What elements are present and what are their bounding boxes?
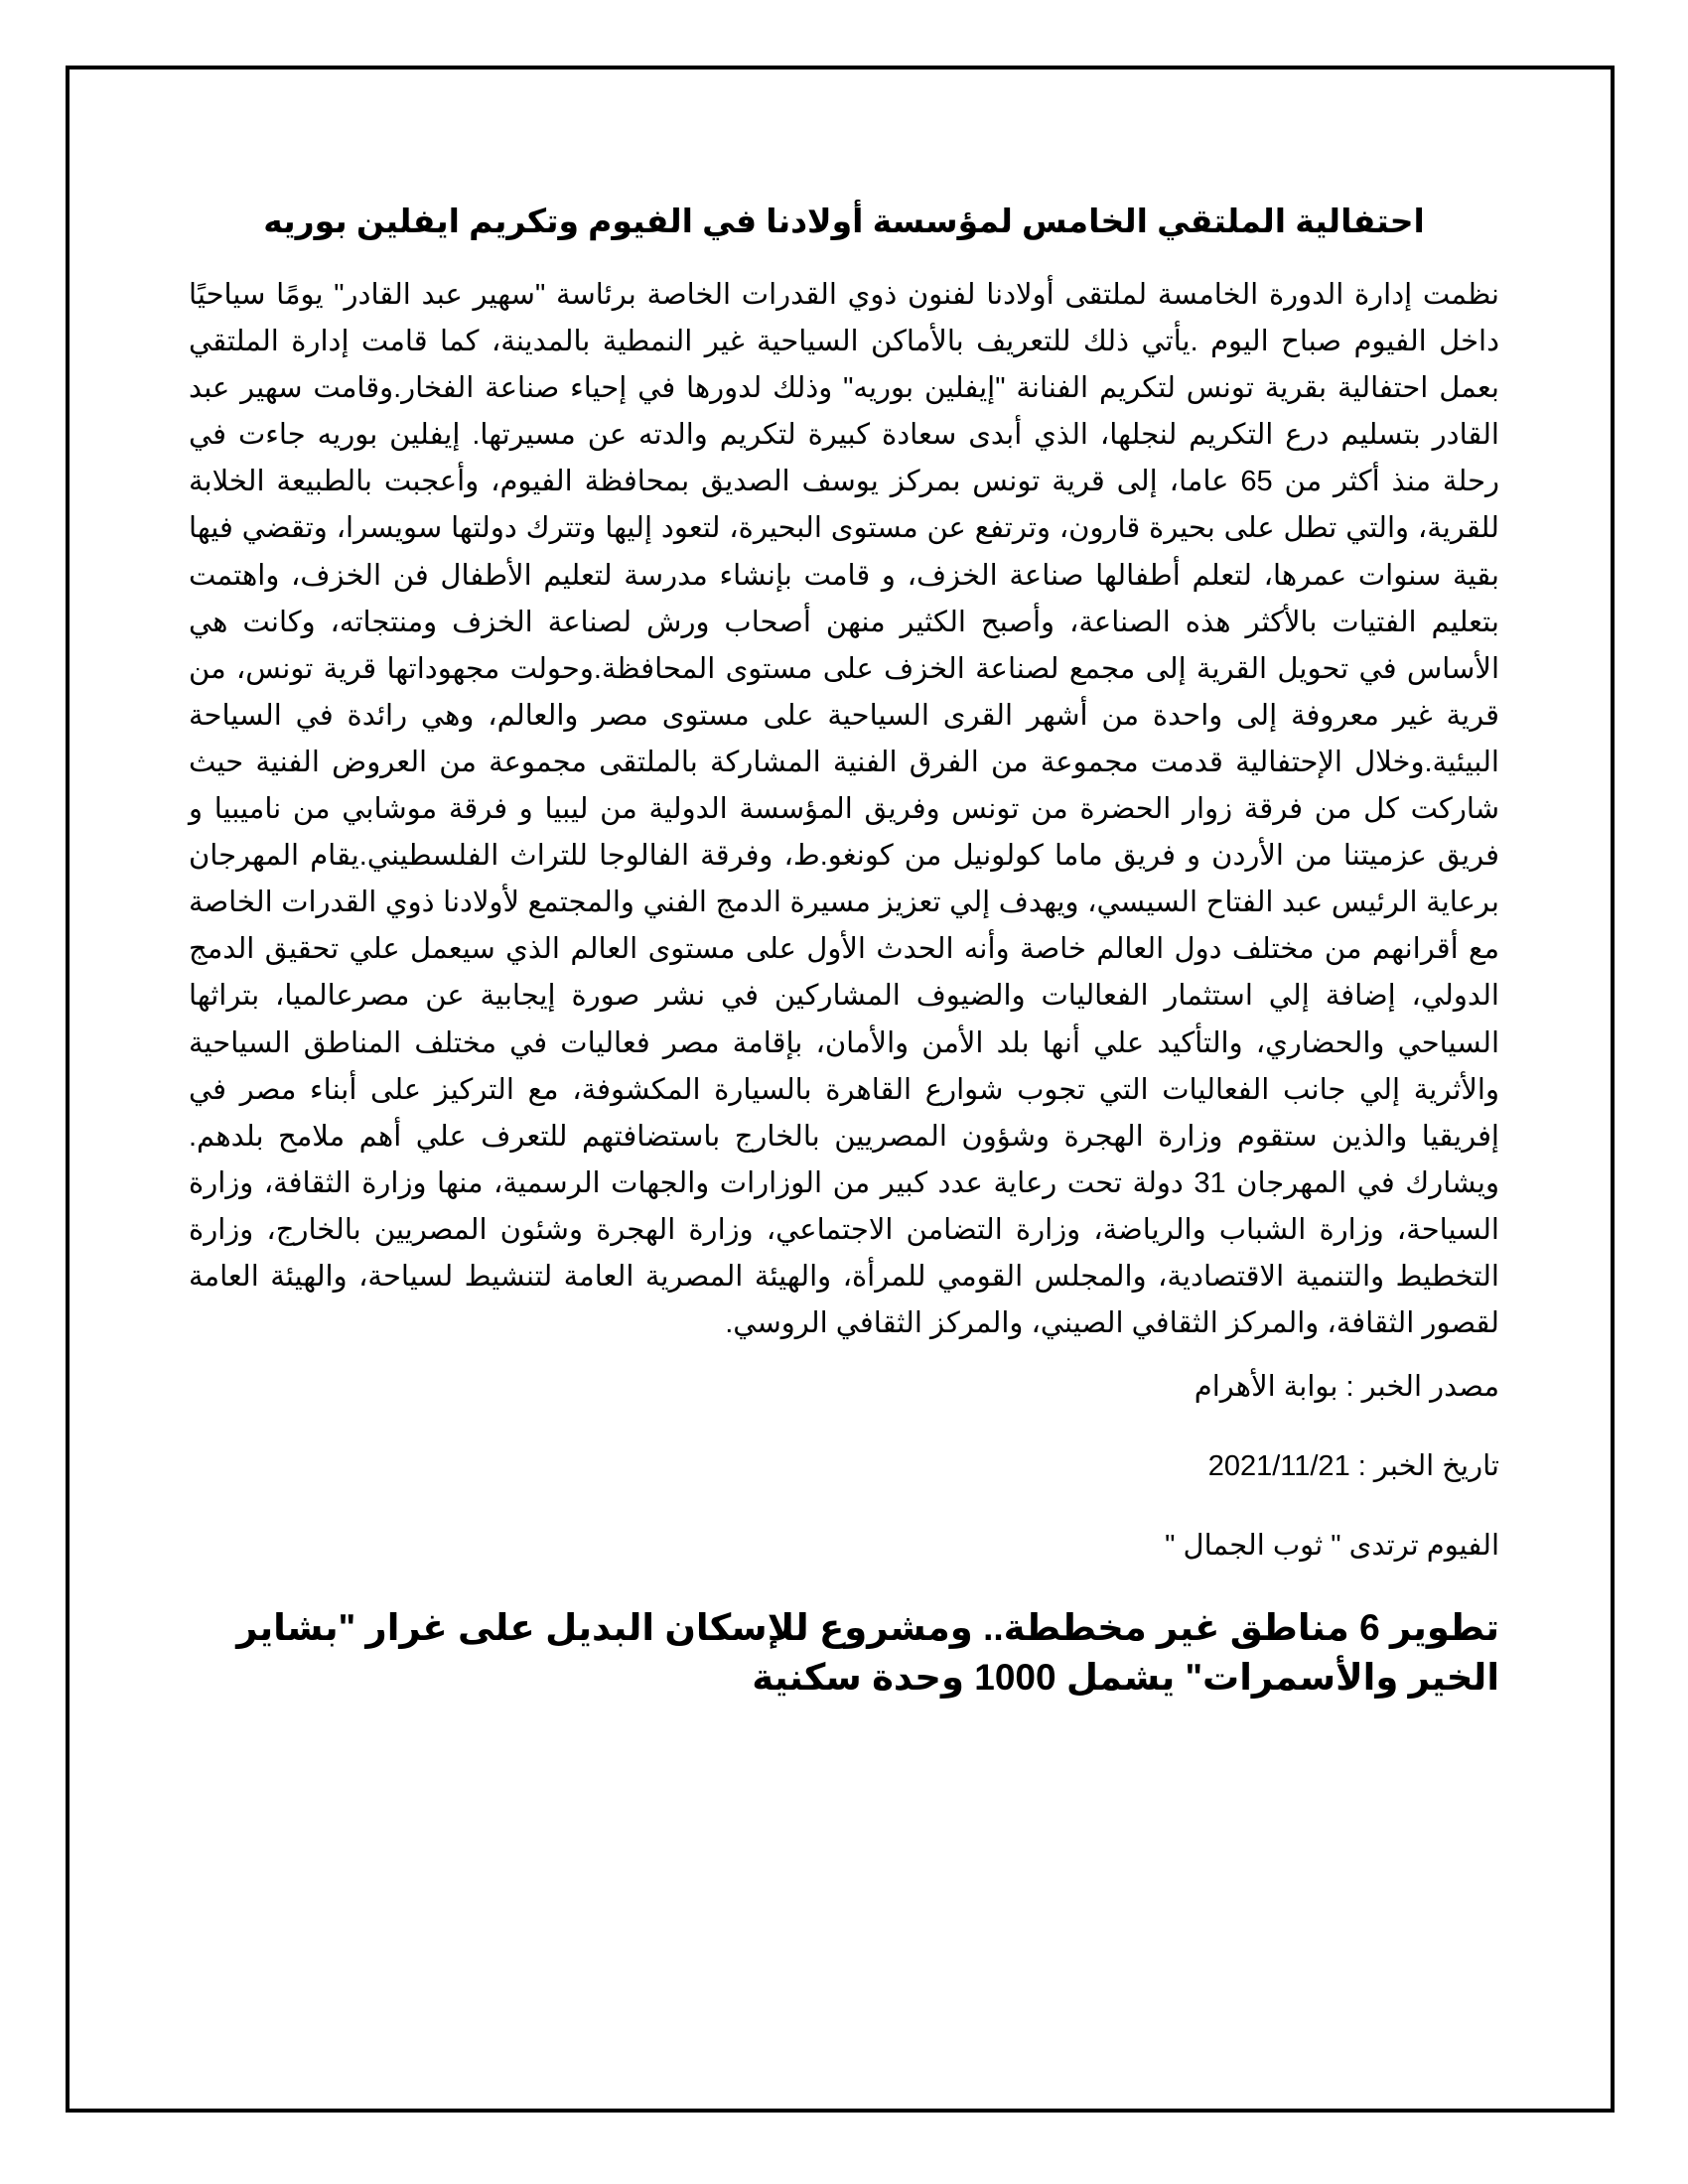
related-note: الفيوم ترتدى " ثوب الجمال " bbox=[1165, 1530, 1499, 1563]
article-title: احتفالية الملتقي الخامس لمؤسسة أولادنا في الفيوم وتكريم ايفلين بوريه bbox=[263, 203, 1425, 239]
document-content bbox=[189, 199, 1499, 1703]
news-date: تاريخ الخبر : 2021/11/21 bbox=[1207, 1450, 1499, 1483]
news-source: مصدر الخبر : بوابة الأهرام bbox=[1194, 1371, 1499, 1404]
next-article-headline: تطوير 6 مناطق غير مخططة.. ومشروع للإسكان البديل على غرار "بشاير الخير والأسمرات" يشمل 1000 وحدة سكنية bbox=[236, 1607, 1499, 1699]
article-body: نظمت إدارة الدورة الخامسة لملتقى أولادنا لفنون ذوي القدرات الخاصة برئاسة "سهير عبد القادر" يومًا سياحيًا داخل الفيوم صباح اليوم .يأتي ذلك للتعريف بالأماكن السياحية غير النمطية بالمدينة، كما قامت إدارة الملتقي بعمل احتفالية بقرية تونس لتكريم الفنانة "إيفلين بوريه" وذلك لدورها في إحياء صناعة الفخار.وقامت سهير عبد القادر بتسليم درع التكريم لنجلها، الذي أبدى سعادة كبيرة لتكريم والدته عن مسيرتها. إيفلين بوريه جاءت في رحلة منذ أكثر من 65 عاما، إلى قرية تونس بمركز يوسف الصديق بمحافظة الفيوم، وأعجبت بالطبيعة الخلابة للقرية، والتي تطل على بحيرة قارون، وترتفع عن مستوى البحيرة، لتعود إليها وتترك دولتها سويسرا، وتقضي فيها بقية سنوات عمرها، لتعلم أطفالها صناعة الخزف، و قامت بإنشاء مدرسة لتعليم الأطفال فن الخزف، واهتمت بتعليم الفتيات بالأكثر هذه الصناعة، وأصبح الكثير منهن أصحاب ورش لصناعة الخزف ومنتجاته، وكانت هي الأساس في تحويل القرية إلى مجمع لصناعة الخزف على مستوى المحافظة.وحولت مجهوداتها قرية تونس، من قرية غير معروفة إلى واحدة من أشهر القرى السياحية على مستوى مصر والعالم، وهي رائدة في السياحة البيئية.وخلال الإحتفالية قدمت مجموعة من الفرق الفنية المشاركة بالملتقى مجموعة من العروض الفنية حيث شاركت كل من فرقة زوار الحضرة من تونس وفريق المؤسسة الدولية من ليبيا و فرقة موشابي من ناميبيا و فريق عزميتنا من الأردن و فريق ماما كولونيل من كونغو.ط، وفرقة الفالوجا للتراث الفلسطيني.يقام المهرجان برعاية الرئيس عبد الفتاح السيسي، ويهدف إلي تعزيز مسيرة الدمج الفني والمجتمع لأولادنا ذوي القدرات الخاصة مع أقرانهم من مختلف دول العالم خاصة وأنه الحدث الأول على مستوى العالم الذي سيعمل علي تحقيق الدمج الدولي، إضافة إلي استثمار الفعاليات والضيوف المشاركين في نشر صورة إيجابية عن مصرعالميا، بتراثها السياحي والحضاري، والتأكيد علي أنها بلد الأمن والأمان، بإقامة مصر فعاليات في مختلف المناطق السياحية والأثرية إلي جانب الفعاليات التي تجوب شوارع القاهرة بالسيارة المكشوفة، مع التركيز على أبناء مصر في إفريقيا والذين ستقوم وزارة الهجرة وشؤون المصريين بالخارج باستضافتهم للتعرف علي أهم ملامح بلدهم. ويشارك في المهرجان 31 دولة تحت رعاية عدد كبير من الوزارات والجهات الرسمية، منها وزارة الثقافة، وزارة السياحة، وزارة الشباب والرياضة، وزارة التضامن الاجتماعي، وزارة الهجرة وشئون المصريين بالخارج، وزارة التخطيط والتنمية الاقتصادية، والمجلس القومي للمرأة، والهيئة المصرية العامة لتنشيط لسياحة، والهيئة العامة لقصور الثقافة، والمركز الثقافي الصيني، والمركز الثقافي الروسي. bbox=[189, 279, 1499, 1340]
